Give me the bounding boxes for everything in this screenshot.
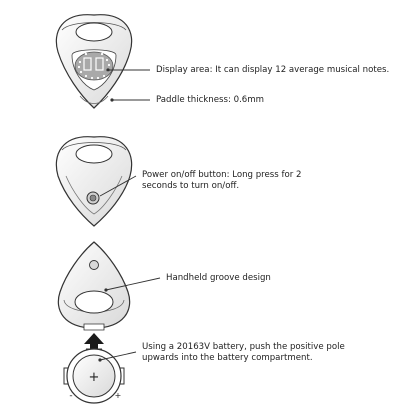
- battery-plus-small: +: [114, 391, 122, 400]
- top-window: [76, 23, 112, 41]
- power-button[interactable]: [87, 192, 99, 204]
- display-area: [75, 52, 113, 80]
- battery-label: Using a 20163V battery, push the positive pole upwards into the battery compartment.: [142, 342, 345, 363]
- power-button-label: Power on/off button: Long press for 2 seconds to turn on/off.: [142, 170, 302, 191]
- groove-design-label: Handheld groove design: [166, 273, 271, 283]
- paddle-thickness-label: Paddle thickness: 0.6mm: [156, 95, 265, 105]
- handheld-groove: [75, 291, 113, 313]
- battery-plus-symbol: +: [88, 370, 100, 385]
- battery-minus-symbol: -: [69, 391, 73, 401]
- display-area-label: Display area: It can display 12 average musical notes.: [156, 65, 390, 75]
- back-button: [90, 261, 99, 270]
- pick-groove-view: [58, 242, 129, 330]
- pick-display-view: [56, 15, 131, 108]
- pick-power-view: [56, 137, 131, 226]
- top-window: [76, 145, 112, 163]
